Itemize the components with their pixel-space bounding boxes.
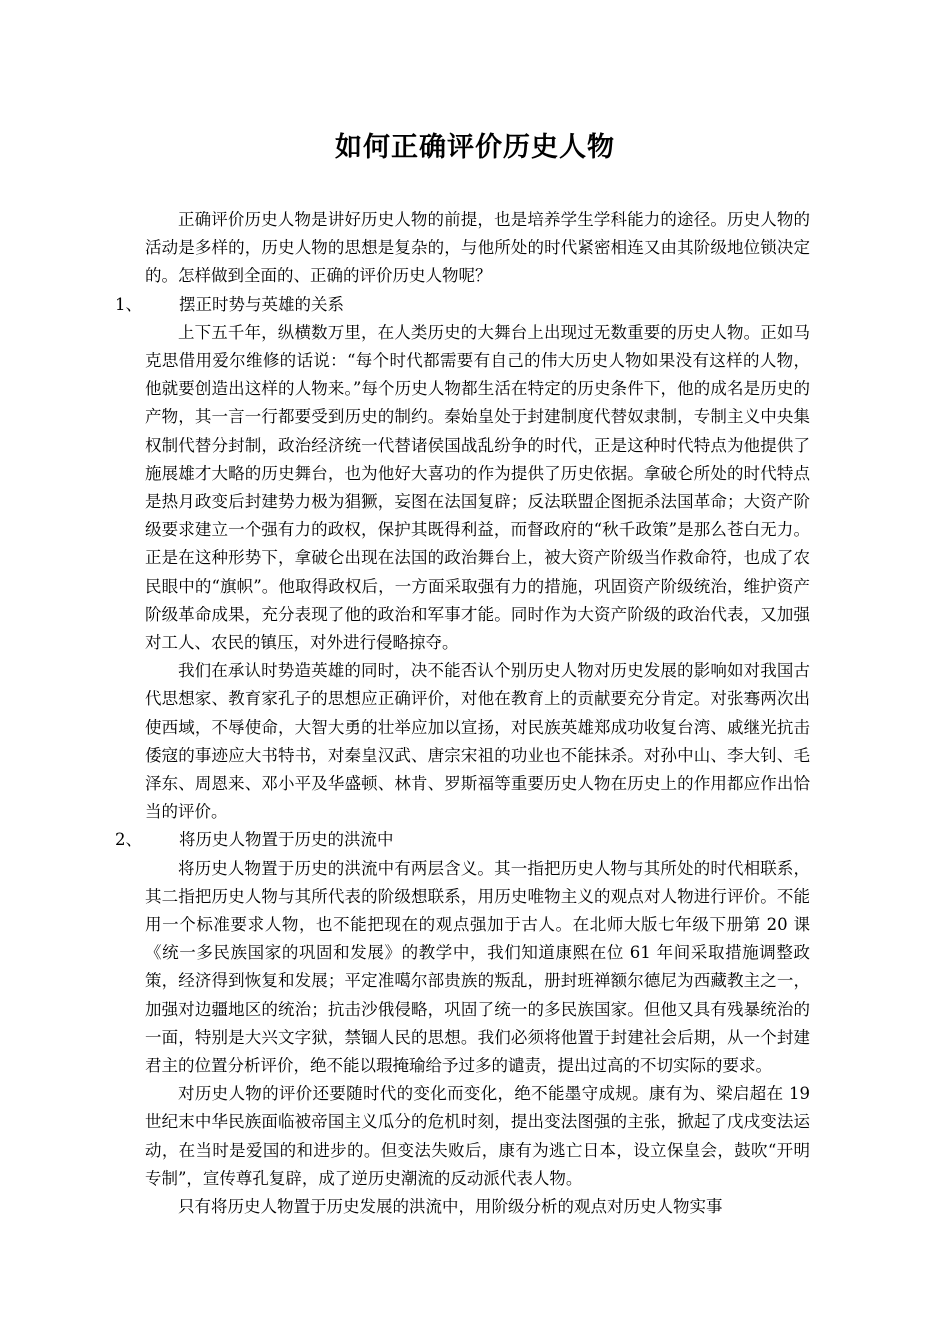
intro-paragraph: 正确评价历史人物是讲好历史人物的前提，也是培养学生学科能力的途径。历史人物的活动是多样的，历史人物的思想是复杂的，与他所处的时代紧密相连又由其阶级地位锁决定的。怎样做到全面的、正确的评价历史人物呢？	[145, 210, 810, 286]
section-2-number: 2、	[115, 830, 142, 850]
section-2-title: 将历史人物置于历史的洪流中	[179, 830, 394, 850]
section-1-title: 摆正时势与英雄的关系	[179, 294, 344, 314]
section-1-number: 1、	[115, 294, 142, 314]
document-body	[115, 206, 810, 1221]
section-2-paragraph-1: 将历史人物置于历史的洪流中有两层含义。其一指把历史人物与其所处的时代相联系，其二指把历史人物与其所代表的阶级想联系，用历史唯物主义的观点对人物进行评价。不能用一个标准要求人物，也不能把现在的观点强加于古人。在北师大版七年级下册第 20 课《统一多民族国家的巩固和发展》的教学中，我们知道康熙在位 61 年间采取措施调整政策，经济得到恢复和发展；平定准噶尔部贵族的叛乱，册封班禅额尔德尼为西藏教主之一，加强对边疆地区的统治；抗击沙俄侵略，巩固了统一的多民族国家。但他又具有残暴统治的一面，特别是大兴文字狱，禁锢人民的思想。我们必须将他置于封建社会后期，从一个封建君主的位置分析评价，绝不能以瑕掩瑜给予过多的谴责，提出过高的不切实际的要求。	[145, 858, 810, 1076]
section-1-heading	[115, 291, 810, 319]
section-1-paragraph-1: 上下五千年，纵横数万里，在人类历史的大舞台上出现过无数重要的历史人物。正如马克思借用爱尔维修的话说：“每个时代都需要有自己的伟大历史人物如果没有这样的人物，他就要创造出这样的人物来。”每个历史人物都生活在特定的历史条件下，他的成名是历史的产物，其一言一行都要受到历史的制约。秦始皇处于封建制度代替奴隶制，专制主义中央集权制代替分封制，政治经济统一代替诸侯国战乱纷争的时代，正是这种时代特点为他提供了施展雄才大略的历史舞台，也为他好大喜功的作为提供了历史依据。拿破仑所处的时代特点是热月政变后封建势力极为猖獗，妄图在法国复辟；反法联盟企图扼杀法国革命；大资产阶级要求建立一个强有力的政权，保护其既得利益，而督政府的“秋千政策”是那么苍白无力。正是在这种形势下，拿破仑出现在法国的政治舞台上，被大资产阶级当作救命符，也成了农民眼中的“旗帜”。他取得政权后，一方面采取强有力的措施，巩固资产阶级统治，维护资产阶级革命成果，充分表现了他的政治和军事才能。同时作为大资产阶级的政治代表，又加强对工人、农民的镇压，对外进行侵略掠夺。	[145, 322, 810, 653]
section-2-paragraph-2: 对历史人物的评价还要随时代的变化而变化，绝不能墨守成规。康有为、梁启超在 19 世纪末中华民族面临被帝国主义瓜分的危机时刻，提出变法图强的主张，掀起了戊戌变法运动，在当时是爱国的和进步的。但变法失败后，康有为逃亡日本，设立保皇会，鼓吹“开明专制”，宣传尊孔复辟，成了逆历史潮流的反动派代表人物。	[145, 1084, 810, 1188]
section-1-paragraph-2: 我们在承认时势造英雄的同时，决不能否认个别历史人物对历史发展的影响如对我国古代思想家、教育家孔子的思想应正确评价，对他在教育上的贡献要充分肯定。对张骞两次出使西域，不辱使命，大智大勇的壮举应加以宣扬，对民族英雄郑成功收复台湾、戚继光抗击倭寇的事迹应大书特书，对秦皇汉武、唐宗宋祖的功业也不能抹杀。对孙中山、李大钊、毛泽东、周恩来、邓小平及华盛顿、林肯、罗斯福等重要历史人物在历史上的作用都应作出恰当的评价。	[145, 661, 810, 822]
section-2-paragraph-3: 只有将历史人物置于历史发展的洪流中，用阶级分析的观点对历史人物实事	[178, 1197, 723, 1217]
section-2-heading	[115, 826, 810, 854]
document-title: 如何正确评价历史人物	[335, 132, 615, 163]
